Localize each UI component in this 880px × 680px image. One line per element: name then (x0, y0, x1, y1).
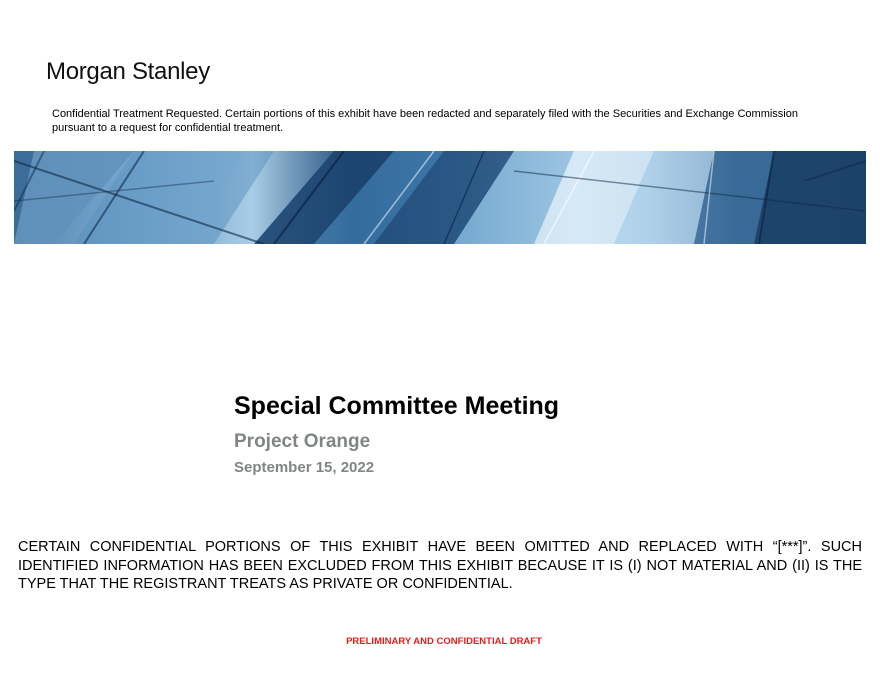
presentation-title: Special Committee Meeting (234, 392, 560, 420)
confidential-treatment-notice: Confidential Treatment Requested. Certain portions of this exhibit have been redacted and separately filed with the Securities and Exchange Commission pursuant to a request for confidential treatment. (52, 108, 798, 134)
draft-label: PRELIMINARY AND CONFIDENTIAL DRAFT (346, 636, 542, 647)
omission-notice: CERTAIN CONFIDENTIAL PORTIONS OF THIS EXHIBIT HAVE BEEN OMITTED AND REPLACED WITH “[***]”. SUCH IDENTIFIED INFORMATION HAS BEEN EXCLUDED FROM THIS EXHIBIT BECAUSE IT IS (I) NOT MATERIAL AND (II) IS THE TYPE THAT THE REGISTRANT TREATS AS PRIVATE OR CONFIDENTIAL. (18, 539, 862, 592)
meeting-date: September 15, 2022 (234, 459, 375, 476)
project-name: Project Orange (234, 431, 371, 452)
morgan-stanley-logo: Morgan Stanley (46, 58, 210, 85)
banner-glass-facade-graphic (14, 151, 866, 244)
architecture-banner-image (14, 151, 866, 244)
cover-title-block (234, 392, 559, 476)
